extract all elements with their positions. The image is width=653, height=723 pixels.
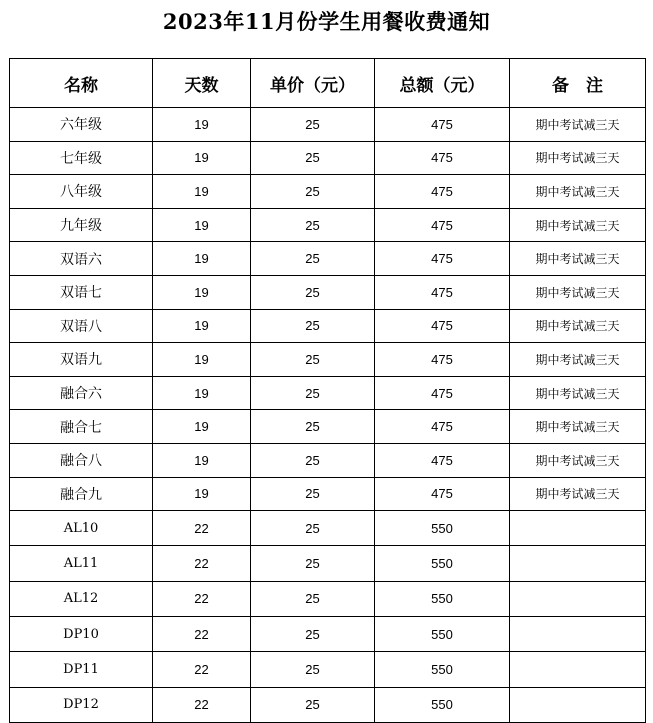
cell-price: 25 (251, 309, 375, 343)
cell-days: 19 (153, 443, 251, 477)
cell-total: 550 (375, 511, 510, 546)
cell-note (510, 617, 646, 652)
cell-days: 19 (153, 309, 251, 343)
cell-days: 19 (153, 108, 251, 142)
page-title: 2023年11月份学生用餐收费通知 (162, 9, 491, 34)
cell-note (510, 687, 646, 722)
cell-name: 双语九 (10, 343, 153, 377)
table-row (10, 141, 646, 175)
cell-name: 双语六 (10, 242, 153, 276)
cell-note: 期中考试减三天 (510, 141, 646, 175)
header-total: 总额（元） (375, 59, 510, 108)
cell-name: 双语七 (10, 275, 153, 309)
cell-price: 25 (251, 376, 375, 410)
cell-name: 融合九 (10, 477, 153, 511)
cell-note: 期中考试减三天 (510, 242, 646, 276)
cell-total: 475 (375, 275, 510, 309)
cell-days: 22 (153, 617, 251, 652)
cell-days: 19 (153, 208, 251, 242)
cell-days: 22 (153, 581, 251, 616)
table-row (10, 652, 646, 687)
table-row (10, 410, 646, 444)
header-days: 天数 (153, 59, 251, 108)
fee-table (9, 58, 646, 723)
cell-name: DP10 (10, 617, 153, 652)
cell-note (510, 581, 646, 616)
cell-note: 期中考试减三天 (510, 108, 646, 142)
cell-days: 19 (153, 376, 251, 410)
table-row (10, 242, 646, 276)
cell-name: 融合七 (10, 410, 153, 444)
cell-note: 期中考试减三天 (510, 477, 646, 511)
cell-days: 22 (153, 652, 251, 687)
cell-note: 期中考试减三天 (510, 343, 646, 377)
cell-note: 期中考试减三天 (510, 275, 646, 309)
cell-total: 550 (375, 687, 510, 722)
cell-price: 25 (251, 343, 375, 377)
cell-price: 25 (251, 108, 375, 142)
table-row (10, 275, 646, 309)
cell-total: 475 (375, 309, 510, 343)
cell-total: 475 (375, 175, 510, 209)
cell-name: DP12 (10, 687, 153, 722)
cell-days: 19 (153, 275, 251, 309)
cell-price: 25 (251, 477, 375, 511)
cell-name: AL11 (10, 546, 153, 581)
cell-note: 期中考试减三天 (510, 443, 646, 477)
cell-note: 期中考试减三天 (510, 175, 646, 209)
cell-name: DP11 (10, 652, 153, 687)
cell-price: 25 (251, 511, 375, 546)
cell-price: 25 (251, 617, 375, 652)
cell-name: 双语八 (10, 309, 153, 343)
cell-total: 475 (375, 410, 510, 444)
header-row (10, 59, 646, 108)
cell-price: 25 (251, 687, 375, 722)
cell-days: 19 (153, 175, 251, 209)
table-row (10, 581, 646, 616)
table-row (10, 477, 646, 511)
table-row (10, 376, 646, 410)
cell-total: 475 (375, 343, 510, 377)
cell-name: 七年级 (10, 141, 153, 175)
header-name: 名称 (10, 59, 153, 108)
cell-price: 25 (251, 546, 375, 581)
table-row (10, 443, 646, 477)
cell-price: 25 (251, 410, 375, 444)
cell-note (510, 652, 646, 687)
table-row (10, 617, 646, 652)
cell-price: 25 (251, 242, 375, 276)
table-row (10, 546, 646, 581)
table-row (10, 208, 646, 242)
cell-name: AL12 (10, 581, 153, 616)
cell-total: 475 (375, 443, 510, 477)
cell-total: 475 (375, 376, 510, 410)
cell-name: 九年级 (10, 208, 153, 242)
header-note: 备 注 (510, 59, 646, 108)
cell-days: 19 (153, 477, 251, 511)
cell-total: 475 (375, 242, 510, 276)
cell-note: 期中考试减三天 (510, 309, 646, 343)
cell-total: 550 (375, 546, 510, 581)
table-row (10, 343, 646, 377)
cell-price: 25 (251, 208, 375, 242)
cell-price: 25 (251, 275, 375, 309)
table-row (10, 309, 646, 343)
cell-note: 期中考试减三天 (510, 410, 646, 444)
cell-note (510, 511, 646, 546)
header-price: 单价（元） (251, 59, 375, 108)
cell-days: 22 (153, 511, 251, 546)
cell-note: 期中考试减三天 (510, 208, 646, 242)
cell-price: 25 (251, 141, 375, 175)
cell-total: 550 (375, 581, 510, 616)
table-row (10, 511, 646, 546)
cell-name: AL10 (10, 511, 153, 546)
cell-total: 475 (375, 108, 510, 142)
cell-price: 25 (251, 581, 375, 616)
cell-note: 期中考试减三天 (510, 376, 646, 410)
cell-days: 19 (153, 242, 251, 276)
table-row (10, 687, 646, 722)
table-body (10, 108, 646, 723)
table-row (10, 175, 646, 209)
cell-name: 融合八 (10, 443, 153, 477)
cell-note (510, 546, 646, 581)
cell-name: 融合六 (10, 376, 153, 410)
cell-days: 22 (153, 687, 251, 722)
cell-total: 475 (375, 141, 510, 175)
cell-name: 六年级 (10, 108, 153, 142)
cell-price: 25 (251, 175, 375, 209)
cell-days: 22 (153, 546, 251, 581)
cell-days: 19 (153, 410, 251, 444)
cell-total: 475 (375, 208, 510, 242)
cell-days: 19 (153, 343, 251, 377)
cell-price: 25 (251, 652, 375, 687)
cell-days: 19 (153, 141, 251, 175)
cell-price: 25 (251, 443, 375, 477)
cell-total: 475 (375, 477, 510, 511)
cell-total: 550 (375, 617, 510, 652)
cell-name: 八年级 (10, 175, 153, 209)
table-row (10, 108, 646, 142)
cell-total: 550 (375, 652, 510, 687)
